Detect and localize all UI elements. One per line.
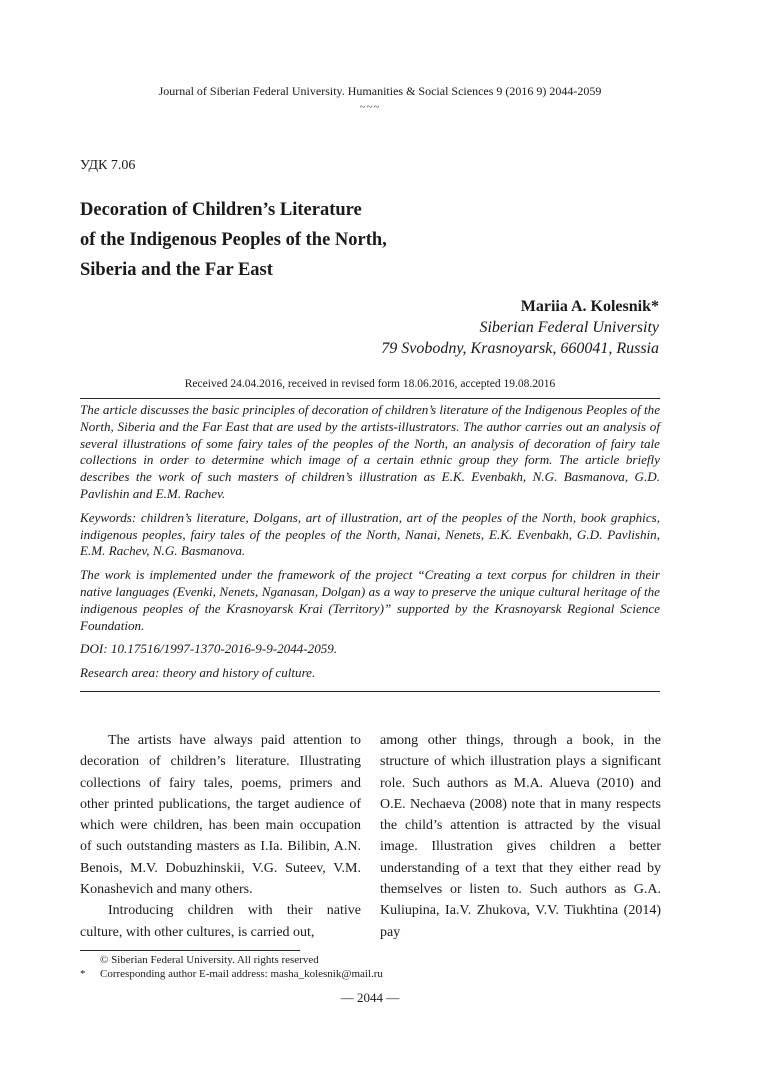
- author-address: 79 Svobodny, Krasnoyarsk, 660041, Russia: [381, 340, 659, 357]
- body-column-left: [80, 730, 361, 943]
- title-line: of the Indigenous Peoples of the North,: [80, 230, 387, 250]
- udc-code: УДК 7.06: [80, 158, 136, 173]
- abstract-top-rule: [80, 398, 660, 399]
- footnote-asterisk: *: [80, 968, 86, 980]
- copyright-note: © Siberian Federal University. All rights reserved: [100, 954, 319, 966]
- title-line: Decoration of Children’s Literature: [80, 200, 362, 220]
- received-dates: Received 24.04.2016, received in revised form 18.06.2016, accepted 19.08.2016: [184, 378, 556, 390]
- abstract-bottom-rule: [80, 691, 660, 692]
- corresponding-author-note: Corresponding author E-mail address: masha_kolesnik@mail.ru: [100, 968, 383, 980]
- abstract-summary: The article discusses the basic principles of decoration of children’s literature of the Indigenous Peoples of the North, Siberia and the Far East that are used by the artists-illustrators. The author carries out an analysis of several illustrations of some fairy tales of the peoples of the North, an analysis of decoration of fairy tale collections in order to determine which image of a certain ethnic group they form. The article briefly describes the work of such masters of children’s illustration as E.K. Evenbakh, N.G. Basmanova, G.D. Pavlishin and E.M. Rachev.: [80, 402, 660, 501]
- abstract-funding: The work is implemented under the framework of the project “Creating a text corpus for children in their native languages (Evenki, Nenets, Nganasan, Dolgan) as a way to preserve the unique cultural heritage of the indigenous peoples of the Krasnoyarsk Krai (Territory)” supported by the Krasnoyarsk Regional Science Foundation.: [80, 567, 660, 633]
- journal-header: Journal of Siberian Federal University. Humanities & Social Sciences 9 (2016 9) 2044-2059: [158, 84, 602, 98]
- author-block: [381, 296, 659, 359]
- body-paragraph: among other things, through a book, in the structure of which illustration plays a significant role. Such authors as M.A. Alueva (2010) and O.E. Nechaeva (2008) note that in many respects the child’s attention is attracted by the visual image. Illustration gives children a better understanding of a text that they either read by themselves or listen to. Such authors as G.A. Kuliupina, Ia.V. Zhukova, V.V. Tiukhtina (2014) pay: [380, 733, 661, 940]
- abstract-keywords: Keywords: children’s literature, Dolgans, art of illustration, art of the peoples of the North, book graphics, indigenous peoples, fairy tales of the peoples of the North, Nanai, Nenets, E.K. Evenbakh, G.D. Pavlishin, E.M. Rachev, N.G. Basmanova.: [80, 509, 660, 559]
- abstract-section: [80, 402, 660, 689]
- footnotes: [80, 953, 383, 981]
- header-ornament: ~~~: [359, 101, 381, 113]
- page-number: — 2044 —: [340, 990, 400, 1005]
- abstract-doi: DOI: 10.17516/1997-1370-2016-9-9-2044-2059.: [80, 641, 338, 657]
- body-column-right: [380, 730, 661, 943]
- abstract-research-area: Research area: theory and history of culture.: [80, 665, 316, 681]
- article-title: [80, 195, 500, 285]
- body-paragraph: The artists have always paid attention to decoration of children’s literature. Illustrating collections of fairy tales, poems, primers and other printed publications, the target audience of which were children, has been main occupation of such outstanding masters as I.Ia. Bilibin, A.N. Benois, M.V. Dobuzhinskii, V.G. Suteev, V.M. Konashevich and many others.: [80, 733, 361, 898]
- author-affiliation: Siberian Federal University: [479, 319, 659, 336]
- author-name: Mariia A. Kolesnik*: [520, 298, 659, 315]
- title-line: Siberia and the Far East: [80, 260, 273, 280]
- body-paragraph: Introducing children with their native culture, with other cultures, is carried out,: [80, 903, 361, 940]
- footnote-rule: [80, 950, 300, 951]
